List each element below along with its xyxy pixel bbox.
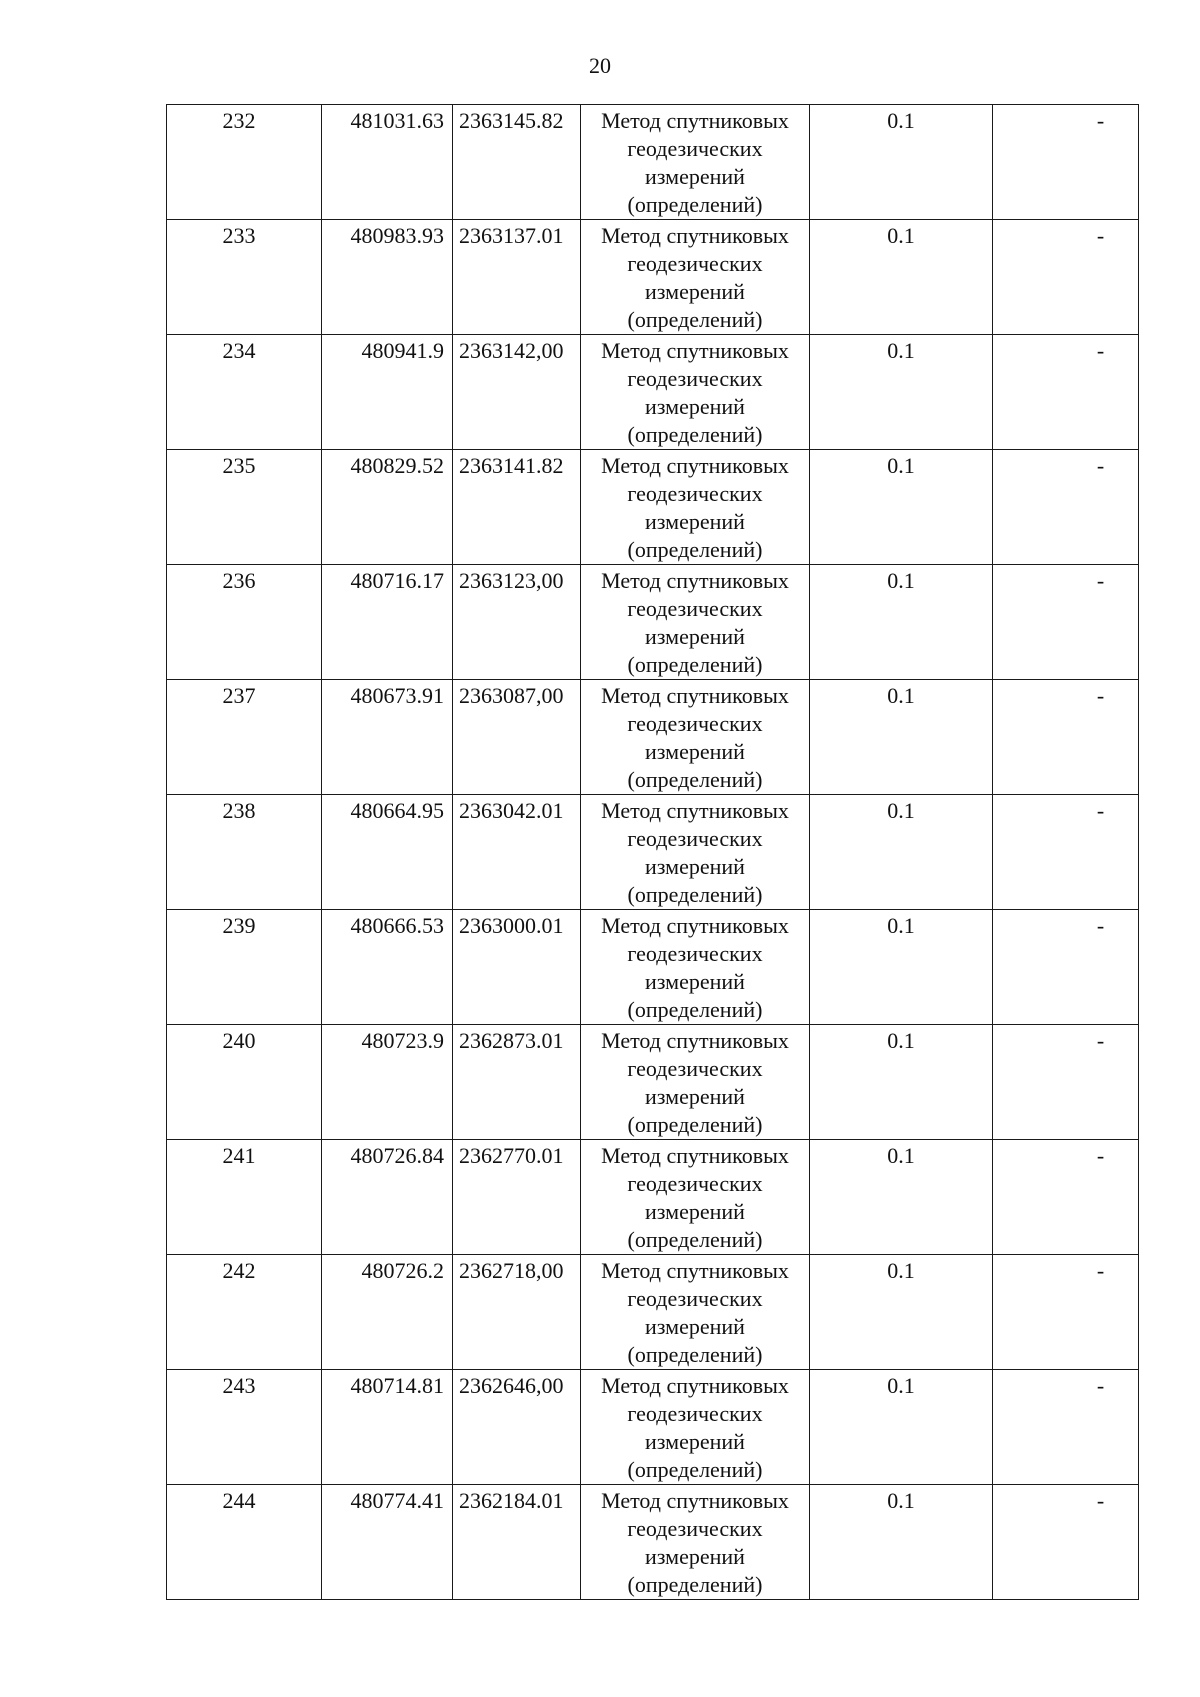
extra-cell bbox=[993, 220, 1139, 335]
method-cell bbox=[581, 1140, 810, 1255]
method-line: (определений) bbox=[627, 882, 763, 907]
method-line: измерений bbox=[645, 1199, 745, 1224]
method-line: измерений bbox=[645, 1429, 745, 1454]
method-line: измерений bbox=[645, 1314, 745, 1339]
table-body bbox=[167, 105, 1139, 1600]
extra-cell bbox=[993, 1485, 1139, 1600]
method-line: Метод спутниковых bbox=[601, 913, 789, 938]
y-coordinate-cell bbox=[453, 1140, 581, 1255]
accuracy-cell-text: 0.1 bbox=[887, 1258, 915, 1283]
point-number-cell-text: 239 bbox=[222, 913, 256, 938]
accuracy-cell bbox=[810, 335, 993, 450]
method-line: измерений bbox=[645, 624, 745, 649]
method-line: Метод спутниковых bbox=[601, 1143, 789, 1168]
y-coordinate-cell bbox=[453, 220, 581, 335]
accuracy-cell-text: 0.1 bbox=[887, 683, 915, 708]
page-number: 20 bbox=[589, 53, 611, 78]
x-coordinate-cell bbox=[322, 1255, 453, 1370]
y-coordinate-cell-text: 2363137.01 bbox=[459, 223, 564, 248]
method-line: Метод спутниковых bbox=[601, 338, 789, 363]
accuracy-cell-text: 0.1 bbox=[887, 798, 915, 823]
accuracy-cell-text: 0.1 bbox=[887, 913, 915, 938]
accuracy-cell-text: 0.1 bbox=[887, 1143, 915, 1168]
method-line: измерений bbox=[645, 509, 745, 534]
point-number-cell-text: 241 bbox=[222, 1143, 256, 1168]
method-line: (определений) bbox=[627, 997, 763, 1022]
x-coordinate-cell bbox=[322, 1025, 453, 1140]
point-number-cell-text: 233 bbox=[222, 223, 256, 248]
extra-cell-text: - bbox=[1096, 1488, 1105, 1513]
method-cell bbox=[581, 910, 810, 1025]
accuracy-cell-text: 0.1 bbox=[887, 1488, 915, 1513]
extra-cell bbox=[993, 795, 1139, 910]
extra-cell-text: - bbox=[1096, 223, 1105, 248]
x-coordinate-cell-text: 480673.91 bbox=[350, 683, 444, 708]
point-number-cell-text: 242 bbox=[222, 1258, 256, 1283]
point-number-cell-text: 236 bbox=[222, 568, 256, 593]
extra-cell-text: - bbox=[1096, 1028, 1105, 1053]
accuracy-cell bbox=[810, 910, 993, 1025]
extra-cell-text: - bbox=[1096, 338, 1105, 363]
method-line: (определений) bbox=[627, 307, 763, 332]
extra-cell bbox=[993, 1370, 1139, 1485]
method-line: (определений) bbox=[627, 1457, 763, 1482]
method-cell bbox=[581, 1255, 810, 1370]
method-line: Метод спутниковых bbox=[601, 798, 789, 823]
point-number-cell bbox=[167, 450, 322, 565]
x-coordinate-cell bbox=[322, 1485, 453, 1600]
method-line: (определений) bbox=[627, 652, 763, 677]
method-line: геодезических bbox=[627, 1516, 763, 1541]
y-coordinate-cell bbox=[453, 795, 581, 910]
extra-cell-text: - bbox=[1096, 683, 1105, 708]
y-coordinate-cell bbox=[453, 1025, 581, 1140]
point-number-cell-text: 235 bbox=[222, 453, 256, 478]
coordinates-table bbox=[166, 104, 1139, 1600]
method-line: Метод спутниковых bbox=[601, 683, 789, 708]
y-coordinate-cell bbox=[453, 450, 581, 565]
y-coordinate-cell-text: 2362718,00 bbox=[459, 1258, 564, 1283]
table-row bbox=[167, 1370, 1139, 1485]
y-coordinate-cell-text: 2363141.82 bbox=[459, 453, 564, 478]
point-number-cell bbox=[167, 1485, 322, 1600]
point-number-cell bbox=[167, 1370, 322, 1485]
method-line: геодезических bbox=[627, 1401, 763, 1426]
point-number-cell-text: 244 bbox=[222, 1488, 256, 1513]
method-cell bbox=[581, 220, 810, 335]
x-coordinate-cell bbox=[322, 910, 453, 1025]
extra-cell bbox=[993, 450, 1139, 565]
method-line: измерений bbox=[645, 854, 745, 879]
extra-cell-text: - bbox=[1096, 1373, 1105, 1398]
x-coordinate-cell-text: 480664.95 bbox=[350, 798, 444, 823]
y-coordinate-cell-text: 2362770.01 bbox=[459, 1143, 564, 1168]
point-number-cell bbox=[167, 1140, 322, 1255]
extra-cell bbox=[993, 680, 1139, 795]
method-line: (определений) bbox=[627, 422, 763, 447]
y-coordinate-cell bbox=[453, 680, 581, 795]
method-line: измерений bbox=[645, 969, 745, 994]
method-cell bbox=[581, 335, 810, 450]
method-line: геодезических bbox=[627, 1056, 763, 1081]
extra-cell-text: - bbox=[1096, 453, 1105, 478]
y-coordinate-cell-text: 2362184.01 bbox=[459, 1488, 564, 1513]
table-row bbox=[167, 220, 1139, 335]
y-coordinate-cell-text: 2363123,00 bbox=[459, 568, 564, 593]
y-coordinate-cell bbox=[453, 1485, 581, 1600]
table-row bbox=[167, 1485, 1139, 1600]
table-row bbox=[167, 1255, 1139, 1370]
point-number-cell-text: 234 bbox=[222, 338, 256, 363]
point-number-cell-text: 237 bbox=[222, 683, 256, 708]
table-row bbox=[167, 450, 1139, 565]
x-coordinate-cell-text: 480829.52 bbox=[350, 453, 444, 478]
accuracy-cell bbox=[810, 1140, 993, 1255]
x-coordinate-cell bbox=[322, 1140, 453, 1255]
method-line: измерений bbox=[645, 279, 745, 304]
y-coordinate-cell-text: 2363145.82 bbox=[459, 108, 564, 133]
table-row bbox=[167, 680, 1139, 795]
extra-cell-text: - bbox=[1096, 1143, 1105, 1168]
method-cell bbox=[581, 565, 810, 680]
method-line: геодезических bbox=[627, 481, 763, 506]
extra-cell-text: - bbox=[1096, 1258, 1105, 1283]
point-number-cell bbox=[167, 795, 322, 910]
accuracy-cell bbox=[810, 1370, 993, 1485]
x-coordinate-cell-text: 480941.9 bbox=[361, 338, 444, 363]
extra-cell-text: - bbox=[1096, 798, 1105, 823]
x-coordinate-cell-text: 480983.93 bbox=[350, 223, 444, 248]
accuracy-cell bbox=[810, 220, 993, 335]
y-coordinate-cell-text: 2363000.01 bbox=[459, 913, 564, 938]
x-coordinate-cell-text: 480726.2 bbox=[361, 1258, 444, 1283]
y-coordinate-cell bbox=[453, 1370, 581, 1485]
method-cell bbox=[581, 450, 810, 565]
y-coordinate-cell-text: 2362646,00 bbox=[459, 1373, 564, 1398]
x-coordinate-cell bbox=[322, 220, 453, 335]
table-row bbox=[167, 565, 1139, 680]
accuracy-cell bbox=[810, 1485, 993, 1600]
point-number-cell bbox=[167, 680, 322, 795]
method-line: измерений bbox=[645, 1084, 745, 1109]
x-coordinate-cell bbox=[322, 450, 453, 565]
method-line: измерений bbox=[645, 164, 745, 189]
method-line: Метод спутниковых bbox=[601, 1488, 789, 1513]
accuracy-cell-text: 0.1 bbox=[887, 338, 915, 363]
y-coordinate-cell bbox=[453, 565, 581, 680]
method-cell bbox=[581, 1485, 810, 1600]
method-line: Метод спутниковых bbox=[601, 108, 789, 133]
y-coordinate-cell-text: 2363142,00 bbox=[459, 338, 564, 363]
method-cell bbox=[581, 680, 810, 795]
x-coordinate-cell-text: 480716.17 bbox=[350, 568, 444, 593]
extra-cell bbox=[993, 565, 1139, 680]
x-coordinate-cell-text: 481031.63 bbox=[350, 108, 444, 133]
x-coordinate-cell bbox=[322, 105, 453, 220]
accuracy-cell bbox=[810, 1255, 993, 1370]
method-line: измерений bbox=[645, 739, 745, 764]
method-line: геодезических bbox=[627, 1286, 763, 1311]
extra-cell bbox=[993, 1255, 1139, 1370]
method-line: (определений) bbox=[627, 1342, 763, 1367]
accuracy-cell-text: 0.1 bbox=[887, 223, 915, 248]
method-line: Метод спутниковых bbox=[601, 568, 789, 593]
point-number-cell-text: 243 bbox=[222, 1373, 256, 1398]
method-line: (определений) bbox=[627, 192, 763, 217]
method-line: геодезических bbox=[627, 1171, 763, 1196]
y-coordinate-cell bbox=[453, 910, 581, 1025]
method-line: (определений) bbox=[627, 767, 763, 792]
x-coordinate-cell bbox=[322, 1370, 453, 1485]
method-cell bbox=[581, 795, 810, 910]
accuracy-cell-text: 0.1 bbox=[887, 108, 915, 133]
y-coordinate-cell bbox=[453, 1255, 581, 1370]
method-line: измерений bbox=[645, 1544, 745, 1569]
extra-cell-text: - bbox=[1096, 913, 1105, 938]
method-line: геодезических bbox=[627, 711, 763, 736]
accuracy-cell bbox=[810, 105, 993, 220]
x-coordinate-cell-text: 480714.81 bbox=[350, 1373, 444, 1398]
x-coordinate-cell bbox=[322, 795, 453, 910]
point-number-cell-text: 240 bbox=[222, 1028, 256, 1053]
point-number-cell bbox=[167, 910, 322, 1025]
method-cell bbox=[581, 1025, 810, 1140]
accuracy-cell-text: 0.1 bbox=[887, 1028, 915, 1053]
accuracy-cell-text: 0.1 bbox=[887, 1373, 915, 1398]
method-line: (определений) bbox=[627, 537, 763, 562]
method-line: измерений bbox=[645, 394, 745, 419]
method-line: геодезических bbox=[627, 366, 763, 391]
point-number-cell bbox=[167, 1025, 322, 1140]
x-coordinate-cell-text: 480774.41 bbox=[350, 1488, 444, 1513]
method-line: геодезических bbox=[627, 826, 763, 851]
method-line: геодезических bbox=[627, 596, 763, 621]
point-number-cell bbox=[167, 1255, 322, 1370]
point-number-cell-text: 238 bbox=[222, 798, 256, 823]
method-line: (определений) bbox=[627, 1112, 763, 1137]
method-line: Метод спутниковых bbox=[601, 223, 789, 248]
table-row bbox=[167, 910, 1139, 1025]
accuracy-cell bbox=[810, 795, 993, 910]
table-row bbox=[167, 795, 1139, 910]
y-coordinate-cell-text: 2362873.01 bbox=[459, 1028, 564, 1053]
table-row bbox=[167, 1140, 1139, 1255]
method-line: геодезических bbox=[627, 941, 763, 966]
y-coordinate-cell-text: 2363087,00 bbox=[459, 683, 564, 708]
extra-cell-text: - bbox=[1096, 568, 1105, 593]
extra-cell bbox=[993, 1140, 1139, 1255]
method-cell bbox=[581, 1370, 810, 1485]
method-line: Метод спутниковых bbox=[601, 1028, 789, 1053]
method-line: Метод спутниковых bbox=[601, 453, 789, 478]
method-cell bbox=[581, 105, 810, 220]
point-number-cell bbox=[167, 105, 322, 220]
y-coordinate-cell bbox=[453, 105, 581, 220]
y-coordinate-cell-text: 2363042.01 bbox=[459, 798, 564, 823]
x-coordinate-cell-text: 480723.9 bbox=[361, 1028, 444, 1053]
extra-cell bbox=[993, 1025, 1139, 1140]
x-coordinate-cell bbox=[322, 680, 453, 795]
table-row bbox=[167, 105, 1139, 220]
method-line: (определений) bbox=[627, 1227, 763, 1252]
extra-cell bbox=[993, 910, 1139, 1025]
x-coordinate-cell-text: 480726.84 bbox=[350, 1143, 444, 1168]
point-number-cell-text: 232 bbox=[222, 108, 256, 133]
point-number-cell bbox=[167, 565, 322, 680]
method-line: Метод спутниковых bbox=[601, 1373, 789, 1398]
x-coordinate-cell bbox=[322, 335, 453, 450]
method-line: геодезических bbox=[627, 251, 763, 276]
y-coordinate-cell bbox=[453, 335, 581, 450]
x-coordinate-cell-text: 480666.53 bbox=[350, 913, 444, 938]
extra-cell bbox=[993, 105, 1139, 220]
table-row bbox=[167, 1025, 1139, 1140]
accuracy-cell bbox=[810, 1025, 993, 1140]
extra-cell bbox=[993, 335, 1139, 450]
accuracy-cell bbox=[810, 565, 993, 680]
method-line: Метод спутниковых bbox=[601, 1258, 789, 1283]
method-line: (определений) bbox=[627, 1572, 763, 1597]
accuracy-cell bbox=[810, 680, 993, 795]
extra-cell-text: - bbox=[1096, 108, 1105, 133]
accuracy-cell bbox=[810, 450, 993, 565]
x-coordinate-cell bbox=[322, 565, 453, 680]
method-line: геодезических bbox=[627, 136, 763, 161]
accuracy-cell-text: 0.1 bbox=[887, 568, 915, 593]
accuracy-cell-text: 0.1 bbox=[887, 453, 915, 478]
table-row bbox=[167, 335, 1139, 450]
point-number-cell bbox=[167, 335, 322, 450]
point-number-cell bbox=[167, 220, 322, 335]
